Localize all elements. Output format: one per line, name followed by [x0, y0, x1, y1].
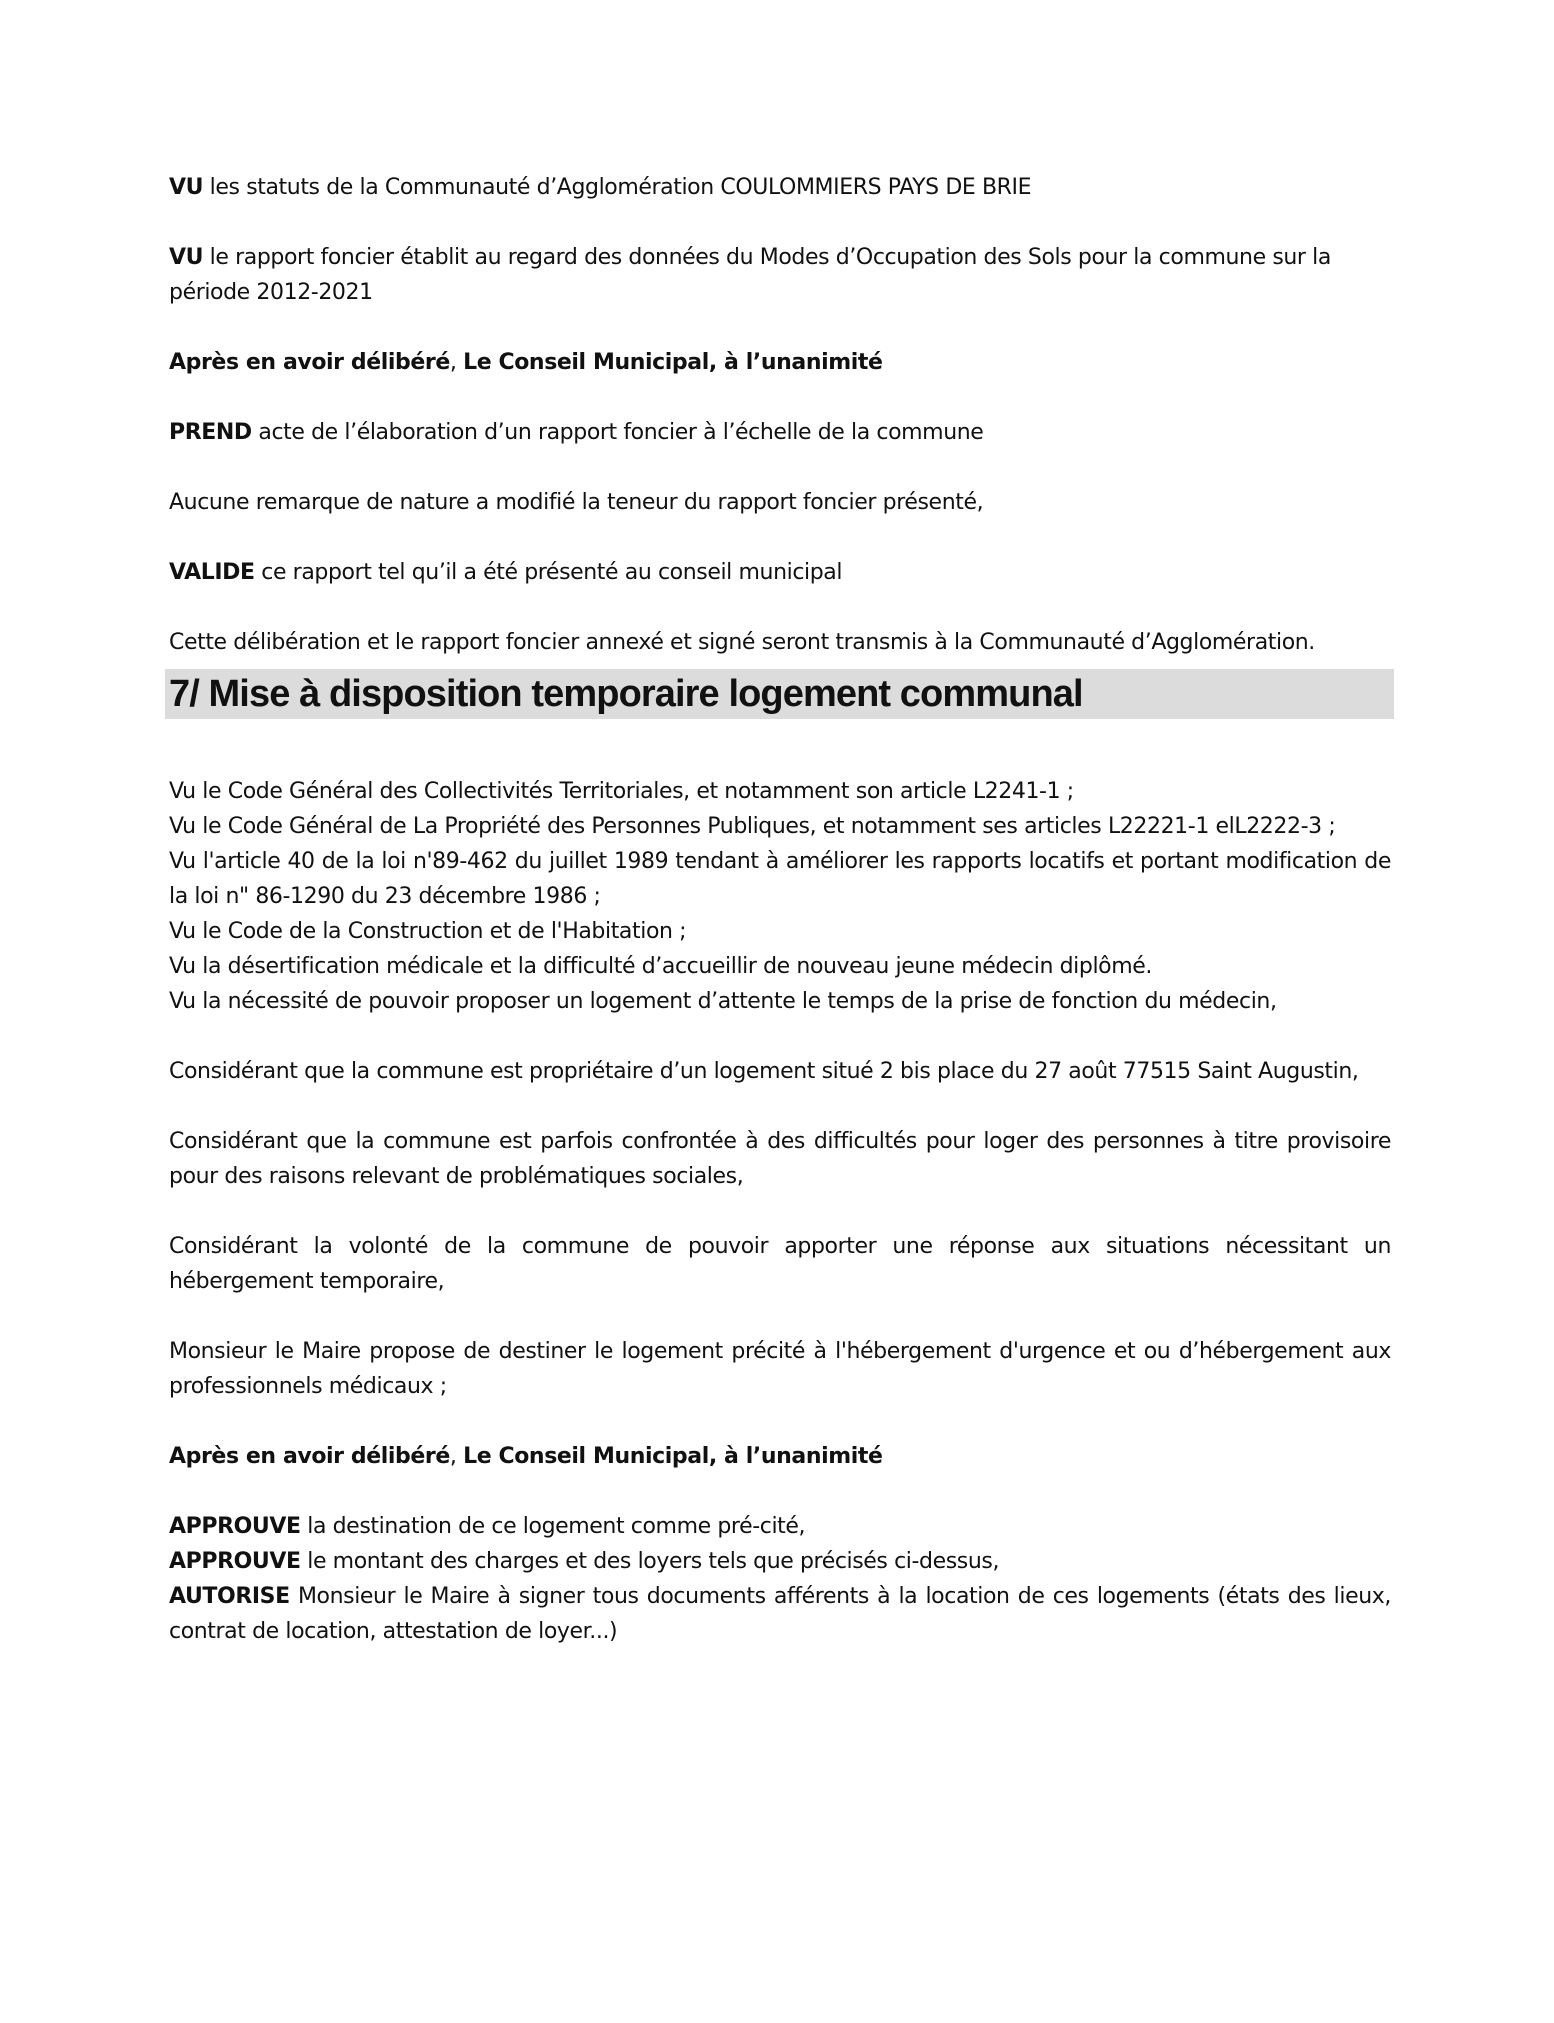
paragraph-text: la destination de ce logement comme pré-cité, [300, 1514, 806, 1539]
deliberation-line [169, 345, 1391, 380]
paragraph-text: le rapport foncier établit au regard des données du Modes d’Occupation des Sols pour la commune sur la période 2012-2021 [169, 245, 1331, 305]
considerant-paragraph: Considérant que la commune est parfois confrontée à des difficultés pour loger des personnes à titre provisoire pour des raisons relevant de problématiques sociales, [169, 1129, 1391, 1189]
vu-item: Vu la désertification médicale et la difficulté d’accueillir de nouveau jeune médecin diplômé. [169, 954, 1152, 979]
vu-item: Vu le Code Général des Collectivités Territoriales, et notamment son article L2241-1 ; [169, 779, 1074, 804]
transmis-paragraph: Cette délibération et le rapport foncier annexé et signé seront transmis à la Communauté d’Agglomération. [169, 630, 1315, 655]
deliberation-b: Le Conseil Municipal, à l’unanimité [463, 350, 883, 375]
prend-paragraph [169, 415, 1391, 450]
keyword: VALIDE [169, 560, 255, 585]
vu-item: Vu le Code de la Construction et de l'Habitation ; [169, 919, 687, 944]
keyword: PREND [169, 420, 252, 445]
vu-item: Vu le Code Général de La Propriété des Personnes Publiques, et notamment ses articles L22221-1 elL2222-3 ; [169, 814, 1336, 839]
approuve-item [169, 1544, 1391, 1579]
considerant-paragraph: Considérant la volonté de la commune de pouvoir apporter une réponse aux situations nécessitant un hébergement temporaire, [169, 1234, 1391, 1294]
document-body [169, 170, 1391, 1649]
deliberation-line [169, 1439, 1391, 1474]
vu-list [169, 774, 1391, 1019]
deliberation-sep: , [449, 350, 464, 375]
deliberation-sep: , [449, 1444, 464, 1469]
paragraph-text: ce rapport tel qu’il a été présenté au conseil municipal [254, 560, 843, 585]
vu-statuts [169, 170, 1391, 205]
aucune-remarque-paragraph: Aucune remarque de nature a modifié la teneur du rapport foncier présenté, [169, 490, 984, 515]
approuve-item [169, 1509, 1391, 1544]
decisions-list [169, 1509, 1391, 1649]
valide-paragraph [169, 555, 1391, 590]
considerant-paragraph: Considérant que la commune est propriétaire d’un logement situé 2 bis place du 27 août 77515 Saint Augustin, [169, 1059, 1359, 1084]
autorise-item [169, 1579, 1391, 1649]
section-heading: 7/ Mise à disposition temporaire logement communal [165, 669, 1394, 719]
paragraph-text: Monsieur le Maire à signer tous documents afférents à la location de ces logements (états des lieux, contrat de location, attestation de loyer...) [169, 1584, 1391, 1644]
keyword: AUTORISE [169, 1584, 290, 1609]
vu-item: Vu la nécessité de pouvoir proposer un logement d’attente le temps de la prise de fonction du médecin, [169, 989, 1277, 1014]
keyword: APPROUVE [169, 1514, 301, 1539]
paragraph-text: le montant des charges et des loyers tels que précisés ci-dessus, [300, 1549, 1000, 1574]
paragraph-text: les statuts de la Communauté d’Agglomération COULOMMIERS PAYS DE BRIE [203, 175, 1032, 200]
keyword: APPROUVE [169, 1549, 301, 1574]
deliberation-a: Après en avoir délibéré [169, 1444, 450, 1469]
deliberation-b: Le Conseil Municipal, à l’unanimité [463, 1444, 883, 1469]
maire-paragraph: Monsieur le Maire propose de destiner le logement précité à l'hébergement d'urgence et ou d’hébergement aux professionnels médicaux ; [169, 1339, 1391, 1399]
vu-item: Vu l'article 40 de la loi n'89-462 du juillet 1989 tendant à améliorer les rapports locatifs et portant modification de la loi n" 86-1290 du 23 décembre 1986 ; [169, 849, 1391, 909]
keyword: VU [169, 175, 204, 200]
keyword: VU [169, 245, 204, 270]
deliberation-a: Après en avoir délibéré [169, 350, 450, 375]
vu-rapport [169, 240, 1391, 310]
paragraph-text: acte de l’élaboration d’un rapport foncier à l’échelle de la commune [251, 420, 984, 445]
